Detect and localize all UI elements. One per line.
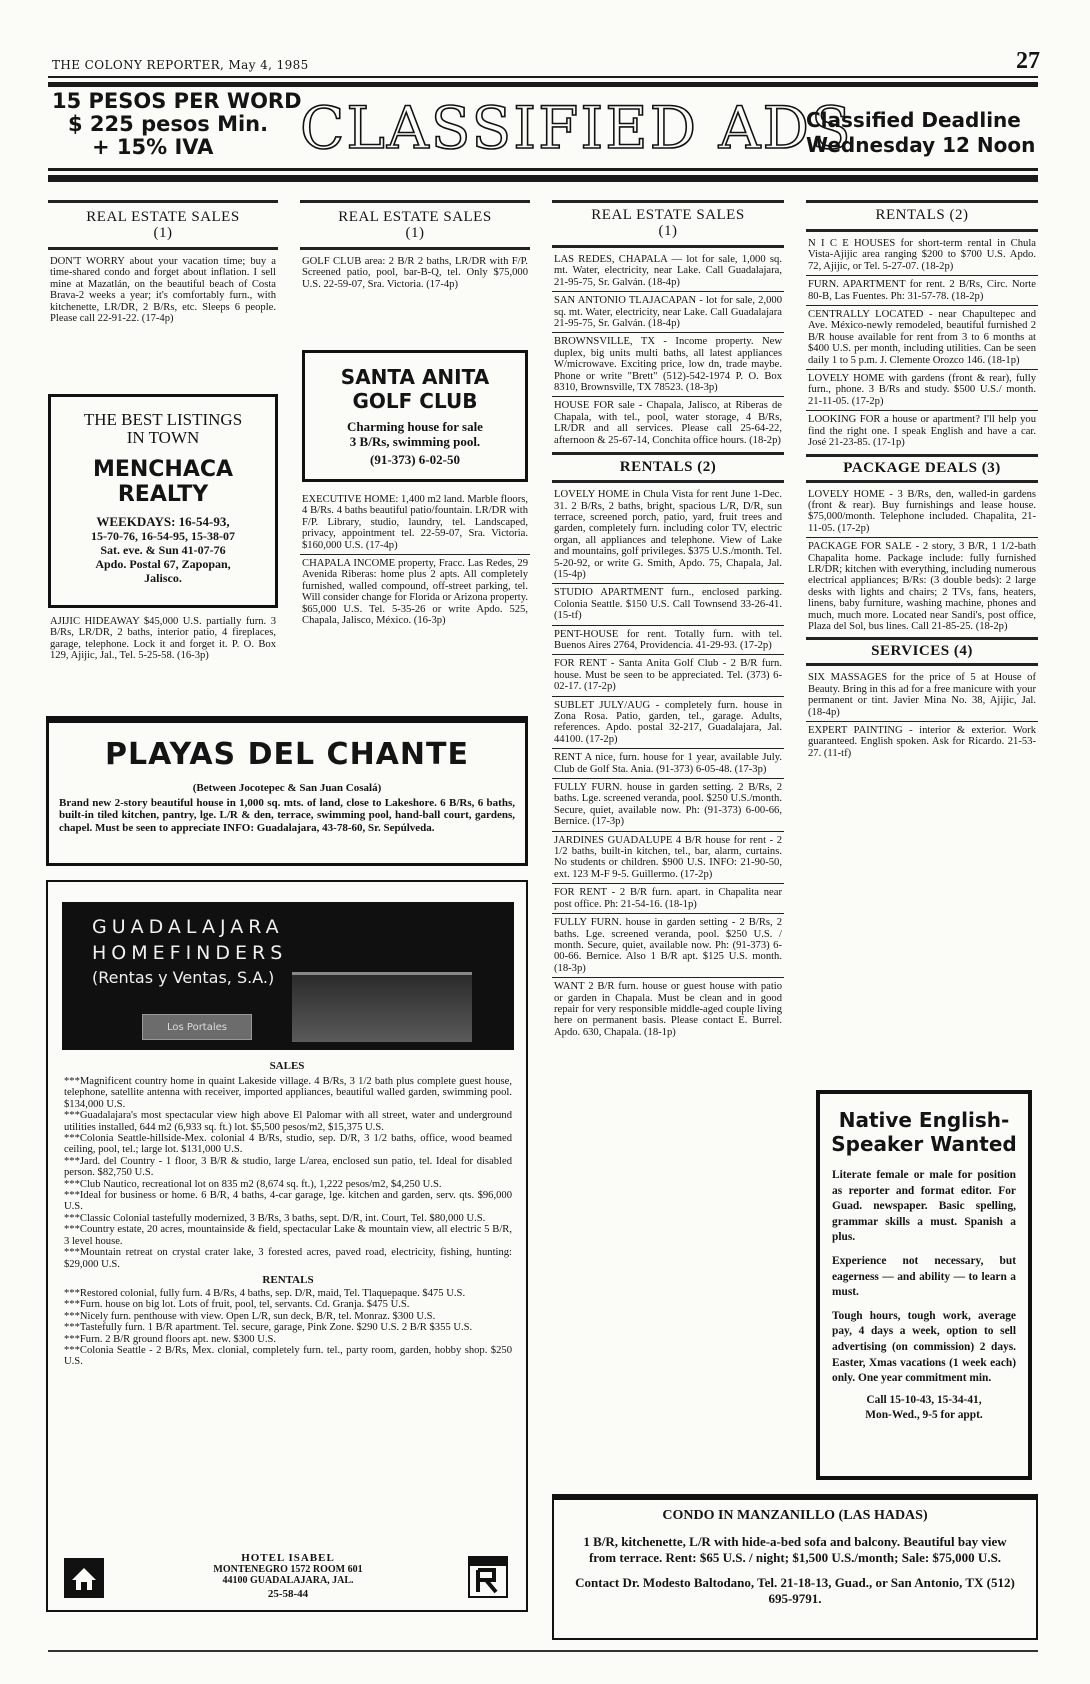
- santa-anita-name-2: GOLF CLUB: [352, 389, 478, 413]
- ad-las-redes: LAS REDES, CHAPALA — lot for sale, 1,000 sq. mt. Water, electricity, near Lake. Call Guadalajara, 21-95-75, Sr. Galván. (18-4p): [554, 254, 782, 288]
- ad-rental: FULLY FURN. house in garden setting - 2 B/Rs, 2 baths. Lge. screened veranda, pool. $250 U.S. / month. Secure, quiet, available now. Ph: (91-373) 6-00-66. Bernice. Also 1 B/R apt. $125 U.S. month. (18-3p): [554, 917, 782, 974]
- rentals-heading: RENTALS: [875, 207, 946, 223]
- condo-title: CONDO IN MANZANILLO (LAS HADAS): [662, 1508, 928, 1523]
- building-photo: [292, 972, 472, 1042]
- column-1: [48, 200, 278, 324]
- rental-item: ***Furn. house on big lot. Lots of fruit, pool, tel, servants. Cd. Granja. $475 U.S.: [64, 1299, 410, 1311]
- menchaca-tagline: THE BEST LISTINGS: [83, 410, 243, 429]
- column-3: [552, 200, 784, 1038]
- hotel-city: 44100 GUADALAJARA, JAL.: [222, 1575, 354, 1586]
- ad-rental: LOOKING FOR a house or apartment? I'll help you find the right one. I speak English and have a car. José 21-23-85. (17-1p): [808, 414, 1036, 449]
- santa-anita-name: SANTA ANITA: [340, 365, 490, 389]
- menchaca-apdo: Apdo. Postal 67, Zapopan,: [95, 557, 231, 571]
- section-heading: [806, 643, 1038, 659]
- ad-divider: [552, 883, 784, 884]
- rate-block: [52, 90, 302, 159]
- menchaca-city: Jalisco.: [144, 571, 182, 585]
- services-number: (4): [953, 643, 973, 660]
- house-logo-icon: [64, 1558, 104, 1598]
- section-rule: [300, 247, 530, 250]
- chante-title: PLAYAS DEL CHANTE: [105, 737, 469, 772]
- homefinders-address: [128, 1552, 448, 1600]
- section-rule: [552, 452, 784, 455]
- ad-rental: FURN. APARTMENT for rent. 2 B/Rs, Circ. Norte 80-B, Las Fuentes. Ph: 31-57-78. (18-2p): [808, 279, 1036, 302]
- hotel-street: MONTENEGRO 1572 ROOM 601: [213, 1564, 363, 1575]
- ad-divider: [552, 778, 784, 779]
- ad-divider: [552, 654, 784, 655]
- section-heading: [806, 207, 1038, 223]
- publication-line: THE COLONY REPORTER, May 4, 1985: [52, 58, 309, 72]
- los-portales-sign: Los Portales: [142, 1014, 252, 1040]
- sales-item: ***Classic Colonial tastefully modernized, 3 B/Rs, 3 baths, sept. D/R, int. Court, Tel. $80,000 U.S.: [64, 1212, 486, 1224]
- rentals-number: (2): [949, 207, 969, 223]
- deadline-label: Classified Deadline: [806, 108, 1021, 132]
- section-number: (1): [153, 225, 173, 241]
- sales-item: ***Guadalajara's most spectacular view high above El Palomar with all street, water and underground utilities installed, 644 m2 (6,933 sq. ft.) lot. $5,500 pesos/m2, $15,375 U.S.: [64, 1110, 512, 1133]
- ad-rental: STUDIO APARTMENT furn., enclosed parking. Colonia Seattle. $150 U.S. Call Townsend 33-26-41. (15-tf): [554, 587, 782, 622]
- hotel-phone: 25-58-44: [267, 1588, 309, 1600]
- sales-item: ***Country estate, 20 acres, mountainside & field, spectacular Lake & mountain view, all electric 5 B/R, 3 level house.: [64, 1224, 512, 1247]
- section-rule: [552, 200, 784, 203]
- menchaca-name-2: REALTY: [117, 482, 209, 507]
- section-rule: [806, 200, 1038, 203]
- column-1-lower: [48, 616, 278, 662]
- santa-anita-line1: Charming house for sale: [347, 419, 483, 434]
- ad-rental: LOVELY HOME with gardens (front & rear), fully furn., phone. 3 B/Rs and study. $500 U.S./ month. 21-11-05. (17-2p): [808, 373, 1036, 407]
- ad-rental: FOR RENT - 2 B/R furn. apart. in Chapalita near post office. Ph: 21-54-16. (18-1p): [554, 887, 782, 910]
- rate-iva: + 15% IVA: [92, 135, 214, 159]
- homefinders-name-2: HOMEFINDERS: [92, 942, 288, 964]
- rental-item: ***Nicely furn. penthouse with view. Open L/R, sun deck, B/R, tel. Monraz. $300 U.S.: [64, 1310, 436, 1322]
- section-rule: [552, 480, 784, 483]
- package-number: (3): [981, 459, 1001, 476]
- deadline-block: [806, 108, 1036, 158]
- santa-anita-line2: 3 B/Rs, swimming pool.: [349, 434, 481, 449]
- ad-service: SIX MASSAGES for the price of 5 at House of Beauty. Bring in this ad for a free manicure with your permanent or tint. Javier Mina No. 38, Ajijic, Jal. (18-4p): [808, 672, 1036, 718]
- section-heading: [806, 460, 1038, 476]
- rental-item: ***Colonia Seattle - 2 B/Rs, Mex. clonial, completely furn. tel., party room, garden, hobby shop. $250 U.S.: [64, 1344, 512, 1368]
- section-number: (1): [658, 223, 678, 239]
- native-body-1: Literate female or male for position as reporter and format editor. For Guad. newspaper. Basic spelling, grammar skills a must. Spanish a plus.: [832, 1169, 1016, 1244]
- homefinders-name-1: GUADALAJARA: [92, 916, 284, 938]
- section-heading: REAL ESTATE SALES: [86, 209, 240, 225]
- page-title: CLASSIFIED ADS: [300, 94, 853, 162]
- section-heading: REAL ESTATE SALES: [338, 209, 492, 225]
- sales-list: [62, 1076, 514, 1368]
- section-rule: [552, 245, 784, 248]
- sales-item: ***Jard. del Country - 1 floor, 3 B/R & studio, large L/area, enclosed sun patio, tel. Ideal for disabled person. $82,750 U.S.: [64, 1155, 512, 1179]
- ad-brownsville: BROWNSVILLE, TX - Income property. New duplex, big units multi baths, all latest appliances W/microwave. Exciting price, low dn, trade maybe. Phone or write "Brett" (512)-542-1974 P. O. Box 8310, Brownsville, TX 78523. (18-3p): [554, 336, 782, 394]
- menchaca-name: MENCHACA: [92, 457, 234, 482]
- rentals-number: (2): [697, 459, 717, 476]
- condo-description: 1 B/R, kitchenette, L/R with hide-a-bed sofa and balcony. Beautiful bay view from terrace. Rent: $65 U.S. / night; $1,500 U.S./month; Sale: $75,000 U.S.: [583, 1534, 1007, 1565]
- section-number: (1): [405, 225, 425, 241]
- header-bottom-rule-thick: [48, 175, 1038, 182]
- native-phones: Call 15-10-43, 15-34-41,: [866, 1393, 982, 1406]
- column-2: [300, 200, 530, 290]
- ad-divider: [552, 977, 784, 978]
- chante-subtitle: (Between Jocotepec & San Juan Cosalá): [192, 782, 382, 794]
- homefinders-ad: [46, 880, 528, 1612]
- ad-divider: [806, 721, 1038, 722]
- ad-rental: JARDINES GUADALUPE 4 B/R house for rent - 2 1/2 baths, built-in kitchen, tel., bar, alarm, curtains. No students or children. $900 U.S. INFO: 21-90-50, ext. 123 M-F 9-5. Guillermo. (17-2p): [554, 834, 782, 880]
- sales-item: ***Ideal for business or home. 6 B/R, 4 baths, 4-car garage, lge. kitchen and garden, serv. qts. $96,000 U.S.: [64, 1190, 512, 1213]
- ad-rental: N I C E HOUSES for short-term rental in Chula Vista-Ajijic area ranging $200 to $700 U.S. Apdo. 72, Ajijic, or Tel. 5-27-07. (18-2p): [808, 238, 1036, 272]
- native-speaker-ad: [816, 1090, 1032, 1480]
- rentals-heading: RENTALS: [619, 459, 693, 476]
- condo-contact: Contact Dr. Modesto Baltodano, Tel. 21-18-13, Guad., or San Antonio, TX (512) 695-9791.: [575, 1575, 1015, 1606]
- column-4: [806, 200, 1038, 759]
- ad-divider: [552, 831, 784, 832]
- playas-del-chante-ad: [46, 716, 528, 866]
- sales-item: ***Club Nautico, recreational lot on 835 m2 (8,674 sq. ft.), 1,222 pesos/m2, $4,250 U.S.: [64, 1178, 442, 1190]
- ad-divider: [552, 291, 784, 292]
- ad-san-antonio: SAN ANTONIO TLAJACAPAN - lot for sale, 2,000 sq. mt. Water, electricity, near Lake. Call Guadalajara 21-95-75, Sr. Galván. (18-4p): [554, 295, 782, 330]
- ad-package: LOVELY HOME - 3 B/Rs, den, walled-in gardens (front & rear). Buy furnishings and lease house. $75,000/month. Telephone included. Chapalita, 21-11-05. (17-2p): [808, 488, 1036, 534]
- ad-chapala-income: CHAPALA INCOME property, Fracc. Las Redes, 29 Avenida Riberas: home plus 2 apts. All completely furnished, walled compound, off-street parking, tel. Will consider change for Florida or Arizona property. $65,000 U.S. Tel. 5-35-26 or write Apdo. 525, Chapala, Jalisco, México. (16-3p): [302, 558, 528, 627]
- ad-rental: FULLY FURN. house in garden setting. 2 B/Rs, 2 baths. Lge. screened veranda, pool. $250 U.S./month. Secure, quiet, available now. Ph: (91-373) 6-00-66, Bernice. (17-3p): [554, 782, 782, 828]
- ad-timeshare: DON'T WORRY about your vacation time; buy a time-shared condo and forget about inflation. I sell mine at Mazatlán, on the beautiful beach of Costa Brava-2 weeks a year; it's comfortably furn., with kitchenette, LR/DR, 2 B/Rs, etc. Sleeps 6 people. Please call 22-91-22. (17-4p): [50, 256, 276, 325]
- ad-package: PACKAGE FOR SALE - 2 story, 3 B/R, 1 1/2-bath Chapalita home. Package include: fully furnished LR/DR; kitchen with everything, including numerous electrical appliances; B/Rs: (3 double beds): 2 large desks with lights and chairs; 2 TVs, fans, heaters, linens, baby furniture, washing machine, phones and much, much more. Located near Sandi's, post office, Plaza del Sol, bus lines. Call 21-85-25. (18-2p): [808, 541, 1036, 632]
- ad-rental: WANT 2 B/R furn. house or guest house with patio or garden in Chapala. Must be clean and in good repair for very responsible middle-aged couple living here on permanent basis. Please contact E. Burrel. Apdo. 630, Chapala. (18-1p): [554, 981, 782, 1038]
- ad-divider: [552, 332, 784, 333]
- section-rule: [806, 454, 1038, 457]
- ad-divider: [806, 410, 1038, 411]
- native-hours: Mon-Wed., 9-5 for appt.: [865, 1408, 983, 1421]
- native-body-3: Tough hours, tough work, average pay, 4 days a week, option to sell advertising (on commission) 2 days. Easter, Xmas vacations (1 week each) only. One year commitment min.: [832, 1309, 1016, 1385]
- menchaca-realty-ad: [48, 394, 278, 608]
- homefinders-name-3: (Rentas y Ventas, S.A.): [92, 968, 275, 987]
- ad-divider: [552, 583, 784, 584]
- ad-rental: RENT A nice, furn. house for 1 year, available July. Club de Golf Sta. Ania. (91-373) 6-05-48. (17-3p): [554, 752, 782, 775]
- package-heading: PACKAGE DEALS: [843, 459, 978, 476]
- realtor-logo-icon: [468, 1556, 508, 1598]
- ad-divider: [806, 275, 1038, 276]
- page-bottom-rule: [48, 1650, 1038, 1652]
- sales-item: ***Mountain retreat on crystal crater lake, 3 forested acres, paved road, electricity, fishing, hunting: $29,000 U.S.: [64, 1247, 512, 1270]
- ad-divider: [552, 696, 784, 697]
- sales-item: ***Colonia Seattle-hillside-Mex. colonial 4 B/Rs, studio, sep. D/R, 3 1/2 baths, office, wood beamed ceiling, pool, tel.; large lot. $131,000 U.S.: [64, 1133, 512, 1156]
- rental-item: ***Tastefully furn. 1 B/R apartment. Tel. secure, garage, Pink Zone. $290 U.S. 2 B/R $355 U.S.: [64, 1322, 473, 1334]
- ad-rental: PENT-HOUSE for rent. Totally furn. with tel. Buenos Aires 2764, Providencia. 41-29-93. (17-2p): [554, 628, 782, 651]
- chante-body: Brand new 2-story beautiful house in 1,000 sq. mts. of land, close to Lakeshore. 6 B/Rs, 6 baths, built-in tiled kitchen, pantry, lge. L/R & den, terrace, swimming pool, hand-ball court, gardens, chapel. Must be seen to appreciate INFO: Guadalajara, 43-78-60, Sr. Sepúlveda.: [59, 797, 515, 834]
- hotel-name: HOTEL ISABEL: [241, 1552, 335, 1564]
- native-title-1: Native English-: [838, 1108, 1010, 1132]
- menchaca-weekend: Sat. eve. & Sun 41-07-76: [100, 543, 226, 557]
- ad-divider: [552, 913, 784, 914]
- section-rule: [806, 480, 1038, 483]
- menchaca-weekdays: WEEKDAYS: 16-54-93,: [96, 514, 230, 529]
- menchaca-phones: 15-70-76, 16-54-95, 15-38-07: [91, 529, 235, 543]
- top-rule: [48, 76, 1038, 78]
- condo-manzanillo-ad: [552, 1494, 1038, 1640]
- rate-minimum: $ 225 pesos Min.: [68, 112, 269, 136]
- section-heading: [552, 459, 784, 475]
- ad-divider: [552, 625, 784, 626]
- ad-divider: [552, 748, 784, 749]
- sales-item: ***Magnificent country home in quaint Lakeside village. 4 B/Rs, 3 1/2 bath plus complete guest house, telephone, satellite antenna with receiver, imported appliances, beautiful walled garden, swimming pool. $134,000 U.S.: [64, 1076, 512, 1110]
- ad-divider: [300, 554, 530, 555]
- section-heading: REAL ESTATE SALES: [591, 207, 745, 223]
- menchaca-tagline-2: IN TOWN: [126, 428, 200, 447]
- santa-anita-phone: (91-373) 6-02-50: [370, 452, 460, 467]
- ad-divider: [806, 537, 1038, 538]
- native-title-2: Speaker Wanted: [831, 1132, 1017, 1156]
- section-rule: [806, 663, 1038, 666]
- native-body-2: Experience not necessary, but eagerness — and ability — to learn a must.: [832, 1254, 1016, 1299]
- rentals-heading: RENTALS: [262, 1273, 314, 1286]
- homefinders-photo: [62, 902, 514, 1050]
- rental-item: ***Restored colonial, fully furn. 4 B/Rs, 4 baths, sep. D/R, maid, Tel. Tlaquepaque. $475 U.S.: [64, 1287, 466, 1299]
- rental-item: ***Furn. 2 B/R ground floors apt. new. $300 U.S.: [64, 1333, 277, 1345]
- ad-executive-home: EXECUTIVE HOME: 1,400 m2 land. Marble floors, 4 B/Rs. 4 baths beautiful patio/fountain. LR/DR with F/P. Library, studio, laundry, tel. Landscaped, privacy, appointment tel. 22-59-07, Sra. Victoria. $160,000 U.S. (17-4p): [302, 494, 528, 551]
- column-2-lower: [300, 494, 530, 626]
- section-rule: [300, 200, 530, 203]
- ad-rental: LOVELY HOME in Chula Vista for rent June 1-Dec. 31. 2 B/Rs, 2 baths, bright, spacious L/R, D/R, sun terrace, screened porch, patio, yard, fruit trees and garden, completely furn. including color TV, electric organ, all appliances and telephone. View of Lake and mountains, golf privileges. $375 U.S./month. Tel. 5-20-92, or write G. Smith, Apdo. 75, Chapala, Jal. (15-4p): [554, 489, 782, 580]
- ad-rental: SUBLET JULY/AUG - completely furn. house in Zona Rosa. Patio, garden, tel., garage. Adults, references. Apdo. postal 32-217, Guadalajara, Jal. 44100. (17-2p): [554, 699, 782, 745]
- ad-house-chapala: HOUSE FOR sale - Chapala, Jalisco, at Riberas de Chapala, with tel., pool, water storage, 4 B/Rs, LR/DR and all services. Please call 25-64-22, afternoon & 25-67-14, Conchita office hours. (18-2p): [554, 400, 782, 446]
- ad-divider: [806, 369, 1038, 370]
- ad-divider: [552, 396, 784, 397]
- ad-service: EXPERT PAINTING - interior & exterior. Work guaranteed. English spoken. Ask for Ricardo. 21-53-27. (11-tf): [808, 725, 1036, 759]
- ad-ajijic-hideaway: AJIJIC HIDEAWAY $45,000 U.S. partially furn. 3 B/Rs, LR/DR, 2 baths, interior patio, 4 fireplaces, garage, telephone. Lock it and forget it. P. O. Box 129, Ajijic, Jal., Tel. 5-25-58. (16-3p): [50, 616, 276, 662]
- page-number: 27: [1016, 48, 1040, 74]
- section-rule: [48, 200, 278, 203]
- section-rule: [806, 229, 1038, 232]
- sales-heading: SALES: [269, 1060, 305, 1072]
- header-bottom-rule: [48, 168, 1038, 171]
- rate-per-word: 15 PESOS PER WORD: [52, 89, 302, 113]
- ad-rental: FOR RENT - Santa Anita Golf Club - 2 B/R furn. house. Must be seen to be appreciated. Tel. (373) 6-02-17. (17-2p): [554, 658, 782, 693]
- santa-anita-ad: [302, 350, 528, 482]
- section-rule: [806, 637, 1038, 640]
- ad-divider: [806, 305, 1038, 306]
- top-rule-thick: [48, 82, 1038, 87]
- ad-golf-club-area: GOLF CLUB area: 2 B/R 2 baths, LR/DR with F/P. Screened patio, pool, bar-B-Q, tel. Only $75,000 U.S. 22-59-07, Sra. Victoria. (17-4p): [302, 256, 528, 290]
- section-rule: [48, 247, 278, 250]
- services-heading: SERVICES: [871, 643, 950, 660]
- deadline-day: Wednesday 12 Noon: [806, 133, 1036, 157]
- ad-rental: CENTRALLY LOCATED - near Chapultepec and Ave. México-newly remodeled, beautiful furnished 2 B/R house available for rent from 3 to 6 months at $400 U.S. per month, including utilities. Can be seen daily 1 to 5 p.m. J. Clemente Orozco 146. (18-1p): [808, 309, 1036, 366]
